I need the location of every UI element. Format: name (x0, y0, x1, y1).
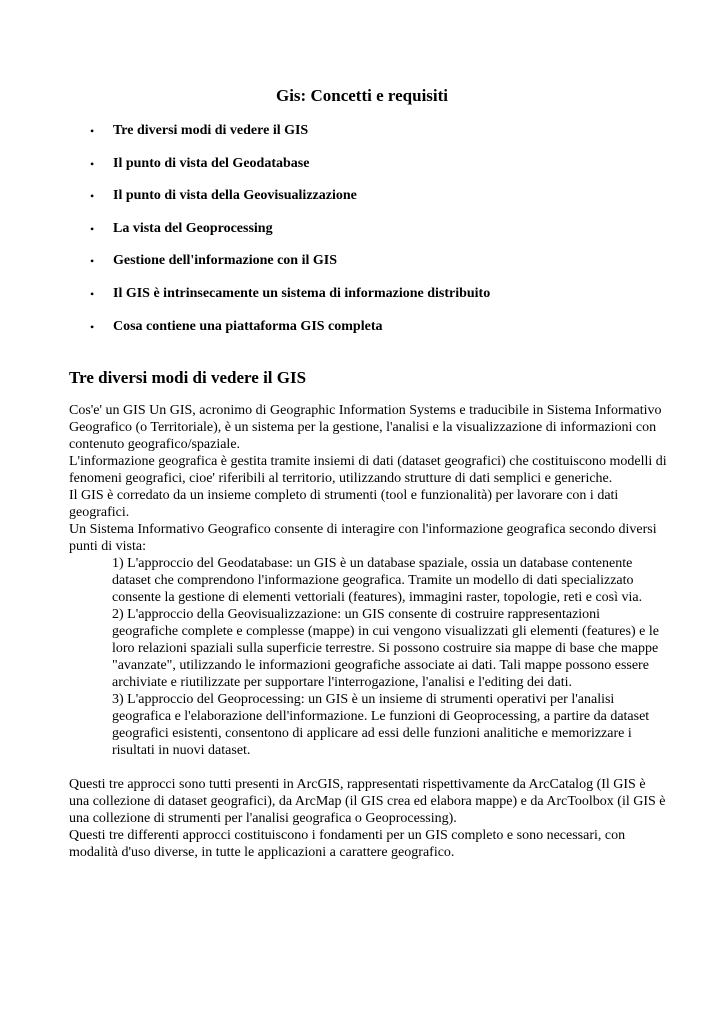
body-paragraph: Il GIS è corredato da un insieme completo di strumenti (tool e funzionalità) per lavorare con i dati geografici. (69, 488, 619, 520)
bullet-icon: • (90, 156, 95, 171)
toc-item-label: Il punto di vista del Geodatabase (113, 155, 310, 171)
toc-item (90, 285, 490, 318)
paragraph-spacer (69, 759, 669, 776)
bullet-icon: • (90, 286, 95, 301)
bullet-icon: • (90, 254, 95, 269)
toc-item (90, 155, 490, 188)
toc-item (90, 220, 490, 253)
approach-paragraph: 2) L'approccio della Geovisualizzazione: un GIS consente di costruire rappresentazioni geografiche complete e complesse (mappe) in cui vengono visualizzati gli elementi (features) e le loro relazioni spaziali sulla superficie terrestre. Si possono costruire sia mappe di base che mappe "avanzate", utilizzando le informazioni geografiche associate ai dati. Tali mappe possono essere archiviate e riutilizzate per supportare l'interrogazione, l'analisi e l'editing dei dati. (112, 607, 659, 690)
toc-item-label: Il GIS è intrinsecamente un sistema di informazione distribuito (113, 285, 491, 301)
document-title: Gis: Concetti e requisiti (275, 86, 449, 105)
toc-item (90, 187, 490, 220)
bullet-icon: • (90, 189, 95, 204)
bullet-icon: • (90, 124, 95, 138)
section-body (69, 402, 669, 861)
toc-item-label: Tre diversi modi di vedere il GIS (113, 123, 309, 138)
toc-item (90, 318, 490, 351)
toc-item (90, 252, 490, 285)
toc-item-label: Gestione dell'informazione con il GIS (113, 253, 337, 269)
closing-paragraph: Questi tre differenti approcci costituiscono i fondamenti per un GIS completo e sono necessari, con modalità d'uso diverse, in tutte le applicazioni a carattere geografico. (69, 828, 626, 860)
toc-item-label: Cosa contiene una piattaforma GIS completa (113, 318, 383, 334)
bullet-icon: • (90, 319, 95, 334)
toc-item (90, 122, 490, 155)
body-paragraph: Cos'e' un GIS Un GIS, acronimo di Geographic Information Systems e traducibile in Sistema Informativo Geografico (o Territoriale), è un sistema per la gestione, l'analisi e la visualizzazione di informazioni con contenuto geografico/spaziale. (69, 403, 662, 452)
closing-paragraph: Questi tre approcci sono tutti presenti in ArcGIS, rappresentati rispettivamente da ArcCatalog (Il GIS è una collezione di dataset geografici), da ArcMap (il GIS crea ed elabora mappe) e da ArcToolbox (il GIS è una collezione di strumenti per l'analisi geografica o Geoprocessing). (69, 777, 666, 826)
body-paragraph: L'informazione geografica è gestita tramite insiemi di dati (dataset geografici) che costituiscono modelli di fenomeni geografici, cioe' riferibili al territorio, utilizzando strutture di dati semplici e generiche. (69, 454, 667, 486)
approach-paragraph: 1) L'approccio del Geodatabase: un GIS è un database spaziale, ossia un database contenente dataset che comprendono l'informazione geografica. Tramite un modello di dati specializzato consente la gestione di elementi vettoriali (features), immagini raster, topologie, reti e così via. (112, 556, 643, 605)
body-paragraph: Un Sistema Informativo Geografico consente di interagire con l'informazione geografica secondo diversi punti di vista: (69, 522, 657, 554)
bullet-icon: • (90, 221, 95, 236)
toc-item-label: Il punto di vista della Geovisualizzazione (113, 188, 357, 204)
toc-item-label: La vista del Geoprocessing (113, 220, 273, 236)
table-of-contents (90, 122, 490, 350)
approach-paragraph: 3) L'approccio del Geoprocessing: un GIS è un insieme di strumenti operativi per l'analisi geografica e l'elaborazione dell'informazione. Le funzioni di Geoprocessing, a partire da dataset geografici esistenti, consentono di applicare ad essi delle funzioni analitiche e memorizzare i risultati in nuovi dataset. (112, 692, 650, 758)
section-heading: Tre diversi modi di vedere il GIS (69, 368, 307, 387)
